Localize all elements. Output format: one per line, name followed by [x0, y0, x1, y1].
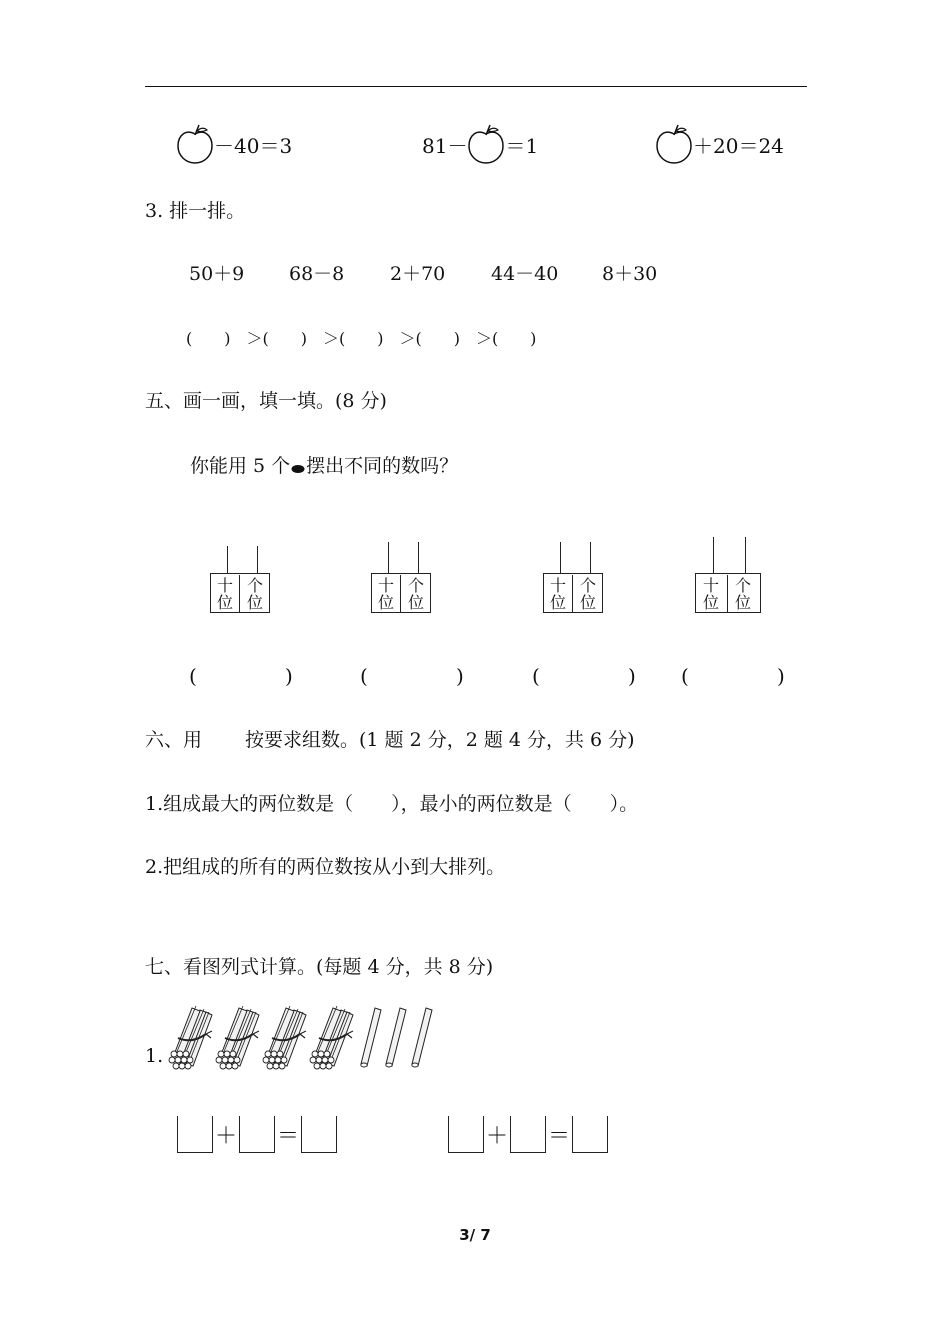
apple-equation-3: ＋20＝24: [655, 122, 784, 166]
answer-open-4: (: [681, 664, 689, 688]
apple-icon: [655, 123, 693, 165]
answer-open-1: (: [189, 664, 197, 688]
place-value-chart-1: [210, 573, 270, 613]
answer-box[interactable]: [177, 1116, 213, 1153]
single-stick-icon: [412, 1008, 432, 1067]
ones-label: 个 位: [579, 576, 596, 612]
stick-bundle-icon: [263, 1006, 306, 1069]
page-number: 3/ 7: [459, 1226, 491, 1244]
sec5-title: 五、画一画，填一填。(8 分): [145, 390, 387, 412]
rod: [418, 542, 419, 573]
answer-box[interactable]: [510, 1116, 546, 1153]
q3-expr-3: 2＋70: [390, 263, 446, 285]
answer-close-1: ): [285, 664, 293, 688]
answer-open-2: (: [360, 664, 368, 688]
rod: [227, 546, 228, 573]
tens-label: 十 位: [377, 576, 394, 612]
sec6-title-b: 按要求组数。(1 题 2 分，2 题 4 分，共 6 分): [245, 729, 635, 751]
answer-box[interactable]: [239, 1116, 275, 1153]
tens-label: 十 位: [702, 576, 719, 612]
rod: [590, 542, 591, 573]
answer-box[interactable]: [448, 1116, 484, 1153]
formula-2: ＋ ＝: [448, 1116, 608, 1153]
rod: [713, 537, 714, 573]
q3-title: 3. 排一排。: [145, 200, 246, 222]
answer-box[interactable]: [572, 1116, 608, 1153]
apple-equation-2: 81－ ＝1: [422, 122, 538, 166]
q3-order-line: ( ) ＞( ) ＞( ) ＞( ) ＞( ): [186, 329, 537, 348]
answer-close-4: ): [777, 664, 785, 688]
rod: [560, 542, 561, 573]
rod: [388, 542, 389, 573]
sec6-q1: 1.组成最大的两位数是（ ），最小的两位数是（ ）。: [145, 793, 639, 815]
sec6-title-a: 六、用: [145, 729, 203, 751]
tens-label: 十 位: [216, 576, 233, 612]
sec7-q1-label: 1.: [145, 1045, 164, 1067]
ones-label: 个 位: [246, 576, 263, 612]
single-stick-icon: [361, 1008, 381, 1067]
place-value-chart-3: [543, 573, 603, 613]
place-value-chart-4: [695, 573, 761, 613]
answer-close-2: ): [456, 664, 464, 688]
answer-close-3: ): [628, 664, 636, 688]
q3-expr-5: 8＋30: [602, 263, 658, 285]
rod: [745, 537, 746, 573]
sec6-q2: 2.把组成的所有的两位数按从小到大排列。: [145, 856, 506, 878]
ones-label: 个 位: [407, 576, 424, 612]
answer-open-3: (: [532, 664, 540, 688]
answer-box[interactable]: [301, 1116, 337, 1153]
sec7-title: 七、看图列式计算。(每题 4 分，共 8 分): [145, 956, 494, 978]
top-rule: [145, 86, 807, 87]
sticks-illustration: [166, 1004, 446, 1070]
apple-icon: [176, 123, 214, 165]
stick-bundle-icon: [216, 1006, 259, 1069]
apple-icon: [467, 123, 505, 165]
bead-icon: [291, 464, 305, 474]
formula-1: ＋ ＝: [177, 1116, 337, 1153]
ones-label: 个 位: [734, 576, 751, 612]
rod: [257, 546, 258, 573]
stick-bundle-icon: [310, 1006, 353, 1069]
tens-label: 十 位: [549, 576, 566, 612]
q3-expr-1: 50＋9: [189, 263, 245, 285]
place-value-chart-2: [371, 573, 431, 613]
q3-expr-4: 44－40: [491, 263, 559, 285]
single-stick-icon: [386, 1008, 406, 1067]
sec5-prompt: 你能用 5 个 摆出不同的数吗？: [190, 455, 459, 477]
q3-expr-2: 68－8: [289, 263, 345, 285]
apple-equation-1: －40＝3: [176, 122, 292, 166]
stick-bundle-icon: [169, 1006, 212, 1069]
